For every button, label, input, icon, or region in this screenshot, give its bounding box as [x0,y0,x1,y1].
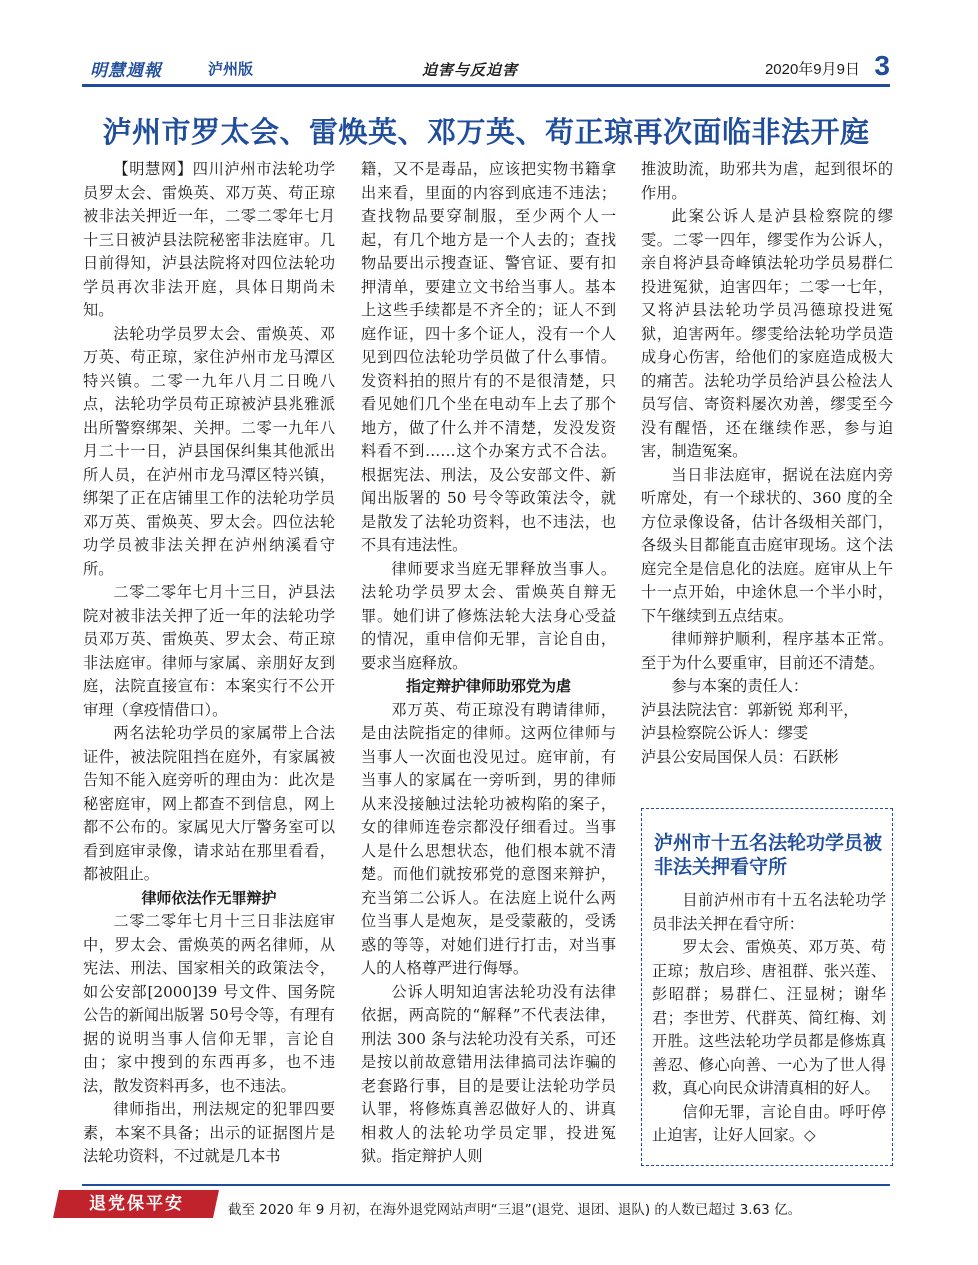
paragraph: 两名法轮功学员的家属带上合法证件，被法院阻挡在庭外，有家属被告知不能入庭旁听的理由为：此次是秘密庭审，网上都查不到信息，网上都不公布的。家属见大厅警务室可以看到庭审录像，请求站在那里看看，都被阻止。 [83,724,335,883]
paragraph: 参与本案的责任人： [671,677,809,695]
page-number: 3 [874,50,890,81]
paragraph: 二零二零年七月十三日非法庭审中，罗太会、雷焕英的两名律师，从宪法、刑法、国家相关的政策法令，如公安部[2000]39 号文件、国务院公告的新闻出版署 50号令等，有理有据的说明当事人信仰无罪，言论自由；家中搜到的东西再多，也不违法，散发资料再多，也不违法。 [83,912,335,1095]
paragraph: 二零二零年七月十三日，泸县法院对被非法关押了近一年的法轮功学员邓万英、雷焕英、罗太会、苟正琼非法庭审。律师与家属、亲朋好友到庭，法院直接宣布：本案实行不公开审理（拿疫情借口）。 [83,583,335,719]
paragraph: 当日非法庭审，据说在法庭内旁听席处，有一个球状的、360 度的全方位录像设备，估计各级相关部门，各级头目都能直击庭审现场。这个法庭完全是信息化的法庭。庭审从上午十一点开始，中途休息一个半小时，下午继续到五点结束。 [641,465,893,625]
paragraph: 籍，又不是毒品，应该把实物书籍拿出来看，里面的内容到底违不违法；查找物品要穿制服，至少两个人一起，有几个地方是一个人去的；查找物品要出示搜查证、警官证、要有扣押清单，要建立文书给当事人。基本上这些手续都是不齐全的；证人不到庭作证，四十多个证人，没有一个人见到四位法轮功学员做了什么事情。发资料拍的照片有的不是很清楚，只看见她们几个坐在电动车上去了那个地方，做了什么并不清楚，发没发资料看不到……这个办案方式不合法。根据宪法、刑法，及公安部文件、新闻出版署的 50 号令等政策法令，就是散发了法轮功资料，也不违法，也不具有违法性。 [361,160,616,554]
header-divider [82,84,890,87]
footer-badge-label: 退党保平安 [88,1194,184,1214]
paragraph: 律师辩护顺利，程序基本正常。至于为什么要重审，目前还不清楚。 [641,630,893,672]
paragraph: 信仰无罪，言论自由。呼吁停止迫害，让好人回家。◇ [652,1102,886,1144]
article-column-1 [83,158,335,1169]
footer-divider [82,1184,890,1186]
sidebar-title: 泸州市十五名法轮功学员被非法关押看守所 [654,832,883,878]
paragraph: 公诉人明知迫害法轮功没有法律依据，两高院的“解释”不代表法律，刑法 300 条与法轮功没有关系，可还是按以前故意错用法律搞司法诈骗的老套路行事，目的是要让法轮功学员认罪，将修炼真善忍做好人的、讲真相救人的法轮功学员定罪，投进冤狱。指定辩护人则 [361,982,616,1165]
paragraph: 【明慧网】四川泸州市法轮功学员罗太会、雷焕英、邓万英、苟正琼被非法关押近一年，二零二零年七月十三日被泸县法院秘密非法庭审。几日前得知，泸县法院将对四位法轮功学员再次非法开庭，具体日期尚未知。 [83,160,335,319]
edition-label: 泸州版 [208,60,254,78]
newspaper-logo: 明慧週報 [90,61,162,81]
subheading: 律师依法作无罪辩护 [141,888,277,907]
paragraph: 律师指出，刑法规定的犯罪四要素，本案不具备；出示的证据图片是法轮功资料，不过就是几本书 [83,1100,335,1165]
subheading: 指定辩护律师助邪党为虐 [405,677,571,695]
article-column-3 [641,158,893,769]
issue-date: 2020年9月9日 [764,61,860,78]
paragraph: 此案公诉人是泸县检察院的缪雯。二零一四年，缪雯作为公诉人，亲自将泸县奇峰镇法轮功学员易群仁投进冤狱，迫害四年；二零一七年，又将泸县法轮功学员冯德琼投进冤狱，迫害两年。缪雯给法轮功学员造成身心伤害，给他们的家庭造成极大的痛苦。法轮功学员给泸县公检法人员写信、寄资料屡次劝善，缪雯至今没有醒悟，还在继续作恶，参与迫害，制造冤案。 [641,207,893,460]
article-headline: 泸州市罗太会、雷焕英、邓万英、苟正琼再次面临非法开庭 [102,115,870,149]
responsible-line: 泸县法院法官：郭新锐 郑利平， [641,700,859,719]
responsible-line: 泸县检察院公诉人：缪雯 [641,724,809,742]
sidebar-box [641,808,893,1166]
paragraph: 邓万英、苟正琼没有聘请律师，是由法院指定的律师。这两位律师与当事人一次面也没见过。庭审前，有当事人的家属在一旁听到，男的律师从来没接触过法轮功被构陷的案子，女的律师连卷宗都没仔细看过。当事人是什么思想状态，他们根本就不清楚。而他们就按邪党的意图来辩护，充当第二公诉人。在法庭上说什么两位当事人是炮灰，是受蒙蔽的，受诱惑的等等，对她们进行打击，对当事人的人格尊严进行侮辱。 [361,700,616,977]
article-column-2 [361,158,616,1169]
paragraph: 律师要求当庭无罪释放当事人。法轮功学员罗太会、雷焕英自辩无罪。她们讲了修炼法轮大法身心受益的情况，重申信仰无罪，言论自由，要求当庭释放。 [361,559,616,672]
sidebar-body [652,889,886,1148]
paragraph: 推波助流，助邪共为虐，起到很坏的作用。 [641,160,893,202]
footer-text: 截至 2020 年 9 月初，在海外退党网站声明“三退”(退党、退团、退队) 的人数已超过 3.63 亿。 [228,1202,802,1218]
footer-badge [53,1190,219,1218]
paragraph: 罗太会、雷焕英、邓万英、苟正琼；敖启珍、唐祖群、张兴莲、彭昭群；易群仁、汪显树；谢华君；李世芳、代群英、简红梅、刘开胜。这些法轮功学员都是修炼真善忍、修心向善、一心为了世人得救，真心向民众讲清真相的好人。 [652,938,886,1097]
page-header [82,52,890,84]
section-title: 迫害与反迫害 [422,61,519,79]
paragraph: 目前泸州市有十五名法轮功学员非法关押在看守所： [652,891,886,933]
paragraph: 法轮功学员罗太会、雷焕英、邓万英、苟正琼，家住泸州市龙马潭区特兴镇。二零一九年八月二日晚八点，法轮功学员苟正琼被泸县兆雅派出所警察绑架、关押。二零一九年八月二十一日，泸县国保纠集其他派出所人员，在泸州市龙马潭区特兴镇，绑架了正在店铺里工作的法轮功学员邓万英、雷焕英、罗太会。四位法轮功学员被非法关押在泸州纳溪看守所。 [83,324,335,578]
responsible-line: 泸县公安局国保人员：石跃彬 [641,747,839,766]
